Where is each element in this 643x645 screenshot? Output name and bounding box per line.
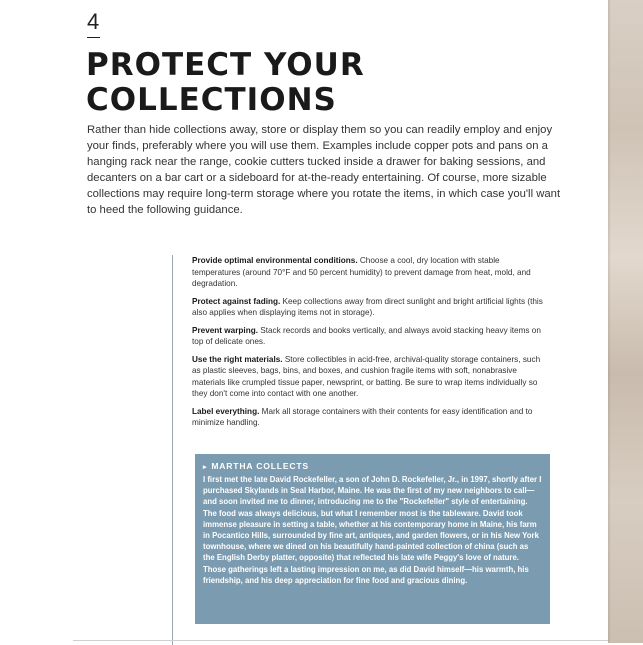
guidance-text: Keep collections away from direct sunlight and bright artificial lights (this also applies when displaying items not in storage). (192, 296, 543, 317)
guidance-text: Stack records and books vertically, and always avoid stacking heavy items on top of delicate ones. (192, 325, 541, 346)
arrow-right-icon: ▸ (203, 464, 208, 471)
guidance-item (192, 255, 550, 290)
martha-collects-sidebar (195, 454, 550, 624)
adjacent-page-photo (608, 0, 643, 643)
chapter-number: 4 (87, 9, 100, 34)
sidebar-body: I first met the late David Rockefeller, a son of John D. Rockefeller, Jr., in 1997, shortly after I purchased Skylands in Seal Harbor, Maine. He was the first of my new neighbors to call—and soon invited me to dinner, introducing me to the "Rockefeller" style of entertaining. The food was always delicious, but what I remember most is the tableware. David took immense pleasure in setting a table, whether at his contemporary home in Maine, his farm in Pocantico Hills, surrounded by fine art, antiques, and garden flowers, or in his New York townhouse, where we dined on his beautifully hand-painted collection of china (such as the English Derby platter, opposite) that reflected his late wife Peggy's love of nature. Those gatherings left a lasting impression on me, as did David himself—his warmth, his friendship, and his deep appreciation for fine food and gracious dining. (203, 475, 542, 585)
guidance-heading: Prevent warping. (192, 325, 258, 335)
chapter-underline (87, 37, 100, 38)
guidance-item (192, 325, 550, 348)
bottom-divider (73, 640, 608, 641)
page-title: PROTECT YOUR COLLECTIONS (86, 47, 365, 118)
guidance-text: Store collectibles in acid-free, archival-quality storage containers, such as plastic sleeves, bags, bins, and boxes, and cushion fragile items with soft, nonabrasive materials like crumpled tissue paper, newsprint, or batting. Be sure to wrap items individually so they don't come into contact with one another. (192, 354, 541, 398)
guidance-item (192, 354, 550, 400)
sidebar-heading-text: MARTHA COLLECTS (211, 461, 309, 471)
guidance-rule (172, 255, 173, 645)
guidance-item (192, 406, 550, 429)
guidance-text: Mark all storage containers with their contents for easy identification and to minimize handling. (192, 406, 533, 427)
guidance-list (176, 255, 550, 435)
guidance-item (192, 296, 550, 319)
guidance-heading: Use the right materials. (192, 354, 283, 364)
guidance-heading: Protect against fading. (192, 296, 281, 306)
guidance-text: Choose a cool, dry location with stable temperatures (around 70°F and 50 percent humidity) to prevent damage from heat, mold, and degradation. (192, 256, 531, 288)
sidebar-heading (203, 461, 542, 473)
guidance-heading: Provide optimal environmental conditions. (192, 256, 358, 265)
guidance-heading: Label everything. (192, 406, 260, 416)
intro-paragraph: Rather than hide collections away, store or display them so you can readily employ and enjoy your finds, preferably where you will use them. Examples include copper pots and pans on a hanging rack near the range, cookie cutters tucked inside a drawer for baking sessions, and decanters on a bar cart or a sideboard for at-the-ready entertaining. Of course, more sizable collections may require long-term storage where you rotate the items, in which case you'll want to heed the following guidance. (87, 124, 561, 216)
